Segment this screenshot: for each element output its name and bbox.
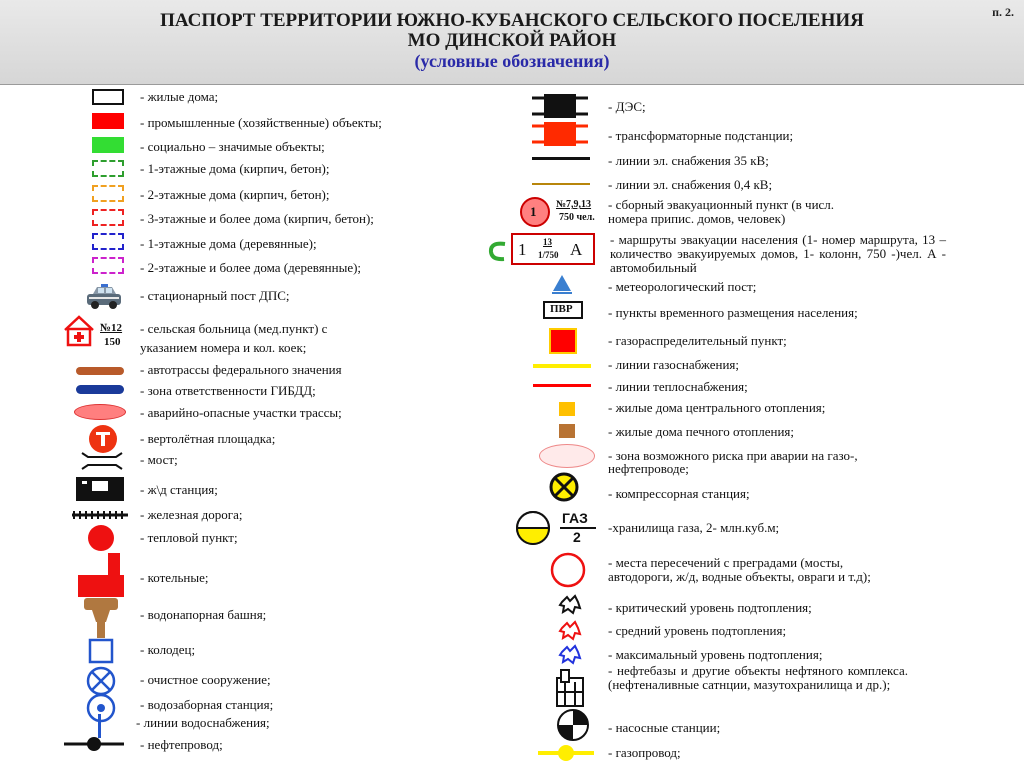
route-letter: А — [570, 240, 583, 259]
treatment-plant-icon — [86, 666, 116, 696]
label-traffic-zone: - зона ответственности ГИБДД; — [140, 383, 316, 398]
transformer-icon — [532, 120, 588, 148]
title-line-2: МО ДИНСКОЙ РАЙОН — [407, 30, 617, 51]
label-boiler: - котельные; — [140, 570, 209, 585]
label-oil-depot: - нефтебазы и другие объекты нефтяного комплекса. (нефтеналивные сатнции, мазутохранилища и др.); — [608, 663, 908, 692]
hospital-icon — [62, 314, 96, 348]
label-well: - колодец; — [140, 642, 196, 657]
label-compressor: - компрессорная станция; — [608, 486, 750, 501]
brick-2floor-symbol — [92, 185, 124, 202]
page-number: п. 2. — [992, 5, 1014, 19]
pvr-label: ПВР — [550, 303, 573, 315]
label-flood-critical: - критический уровень подтопления; — [608, 600, 812, 615]
label-gas-risk-zone: - зона возможного риска при аварии на газо-, — [608, 448, 858, 463]
label-gas-supply-line: - линии газоснабжения; — [608, 357, 740, 372]
water-tower-icon — [84, 598, 118, 638]
heat-point-icon — [86, 523, 116, 553]
label-water-line: - линии водоснабжения; — [136, 715, 270, 730]
accident-zone-symbol — [74, 404, 126, 420]
social-symbol — [92, 137, 124, 153]
well-icon — [88, 638, 114, 664]
highway-symbol — [76, 367, 124, 375]
brick-3floor-symbol — [92, 209, 124, 226]
label-water-intake: - водозаборная станция; — [140, 697, 274, 712]
flood-medium-icon — [558, 620, 582, 642]
label-power-35kv: - линии эл. снабжения 35 кВ; — [608, 153, 769, 168]
traffic-zone-symbol — [76, 385, 124, 394]
label-water-tower: - водонапорная башня; — [140, 607, 267, 622]
label-hospital: - сельская больница (мед.пункт) с — [140, 321, 328, 336]
subtitle: (условные обозначения) — [414, 51, 610, 71]
label-meteo-post: - метеорологический пост; — [608, 279, 757, 294]
label-hospital-line2: указанием номера и кол. коек; — [140, 340, 307, 355]
gas-storage-value: 2 — [573, 529, 581, 545]
label-wood-2floor: - 2-этажные и более дома (деревянные); — [140, 260, 362, 275]
compressor-station-icon — [549, 472, 579, 502]
bridge-icon — [80, 450, 124, 472]
evac-point-number: 1 — [530, 204, 537, 219]
hospital-number: №12 — [100, 322, 123, 334]
label-crossing: - места пересечений с преградами (мосты, — [608, 555, 844, 570]
label-flood-medium: - средний уровень подтопления; — [608, 623, 787, 638]
gas-distribution-symbol — [549, 328, 577, 354]
label-industrial: - промышленные (хозяйственные) объекты; — [140, 115, 382, 130]
heat-supply-line-symbol — [533, 384, 591, 387]
hospital-beds: 150 — [104, 336, 121, 348]
route-houses: 13 — [543, 237, 552, 247]
label-brick-3floor: - 3-этажные и более дома (кирпич, бетон); — [140, 211, 374, 226]
label-flood-max: - максимальный уровень подтопления; — [608, 647, 823, 662]
label-highway: - автотрассы федерального значения — [140, 362, 342, 377]
label-diesel-station: - ДЭС; — [608, 99, 646, 114]
label-oil-pipeline: - нефтепровод; — [140, 737, 223, 752]
police-car-icon — [86, 284, 122, 310]
wood-2floor-symbol — [92, 257, 124, 274]
label-helipad: - вертолётная площадка; — [140, 431, 276, 446]
label-evacuation-route: - маршруты эвакуации населения (1- номер маршрута, 13 – количество эвакуируемых домов, 1- колонн, 750 -)чел. А - автомобильный — [610, 232, 946, 275]
oil-pipeline-icon — [64, 735, 124, 753]
label-railway-station: - ж\д станция; — [140, 482, 218, 497]
power-35kv-symbol — [532, 157, 590, 160]
label-gas-risk-zone-line2: нефтепроводе; — [608, 461, 689, 476]
brick-1floor-symbol — [92, 160, 124, 177]
gas-storage-label: ГАЗ — [562, 510, 588, 526]
label-gas-storage: -хранилища газа, 2- млн.куб.м; — [608, 520, 780, 535]
flood-critical-icon — [558, 594, 582, 616]
label-gas-distribution: - газораспределительный пункт; — [608, 333, 787, 348]
evac-point-people: 750 чел. — [559, 212, 595, 223]
label-pumping-station: - насосные станции; — [608, 720, 721, 735]
evacuation-route-arrow-icon — [486, 240, 508, 262]
diesel-station-icon — [532, 92, 588, 120]
railway-station-icon — [76, 477, 124, 501]
label-brick-2floor: - 2-этажные дома (кирпич, бетон); — [140, 187, 330, 202]
stove-heating-symbol — [559, 424, 575, 438]
industrial-symbol — [92, 113, 124, 129]
label-stove-heating: - жилые дома печного отопления; — [608, 424, 794, 439]
label-heat-point: - тепловой пункт; — [140, 530, 238, 545]
boiler-icon — [78, 553, 124, 597]
label-bridge: - мост; — [140, 452, 178, 467]
residential-symbol — [92, 89, 124, 105]
gas-supply-line-symbol — [533, 364, 591, 368]
power-04kv-symbol — [532, 183, 590, 185]
title-line-1: ПАСПОРТ ТЕРРИТОРИИ ЮЖНО-КУБАНСКОГО СЕЛЬСКОГО ПОСЕЛЕНИЯ — [160, 10, 864, 31]
label-brick-1floor: - 1-этажные дома (кирпич, бетон); — [140, 161, 330, 176]
label-heat-supply-line: - линии теплоснабжения; — [608, 379, 748, 394]
central-heating-symbol — [559, 402, 575, 416]
label-evacuation-point-line2: номера припис. домов, человек) — [608, 211, 786, 226]
label-gas-pipeline: - газопровод; — [608, 745, 681, 760]
label-wood-1floor: - 1-этажные дома (деревянные); — [140, 236, 317, 251]
label-pvr: - пункты временного размещения населения; — [608, 305, 858, 320]
label-central-heating: - жилые дома центрального отопления; — [608, 400, 826, 415]
water-intake-icon — [86, 693, 116, 723]
wood-1floor-symbol — [92, 233, 124, 250]
oil-depot-icon — [555, 668, 585, 708]
crossing-icon — [550, 552, 586, 588]
label-transformer: - трансформаторные подстанции; — [608, 128, 794, 143]
label-residential: - жилые дома; — [140, 89, 219, 104]
gas-risk-zone-symbol — [539, 444, 595, 468]
route-number: 1 — [518, 240, 527, 259]
flood-max-icon — [558, 644, 582, 666]
label-accident-zone: - аварийно-опасные участки трассы; — [140, 405, 342, 420]
label-social: - социально – значимые объекты; — [140, 139, 325, 154]
route-columns-people: 1/750 — [538, 250, 559, 260]
label-treatment-plant: - очистное сооружение; — [140, 672, 271, 687]
slide-header — [0, 0, 1024, 85]
label-evacuation-point: - сборный эвакуационный пункт (в числ. — [608, 197, 835, 212]
pumping-station-icon — [556, 708, 590, 742]
label-railway: - железная дорога; — [140, 507, 243, 522]
railway-icon — [72, 510, 128, 520]
label-police-post: - стационарный пост ДПС; — [140, 288, 290, 303]
gas-storage-icon — [515, 510, 551, 546]
label-power-04kv: - линии эл. снабжения 0,4 кВ; — [608, 177, 773, 192]
meteo-post-icon — [552, 274, 572, 294]
gas-pipeline-icon — [538, 743, 594, 763]
evac-point-houses: №7,9,13 — [556, 199, 592, 210]
label-crossing-line2: автодороги, ж/д, водные объекты, овраги и т.д); — [608, 569, 871, 584]
